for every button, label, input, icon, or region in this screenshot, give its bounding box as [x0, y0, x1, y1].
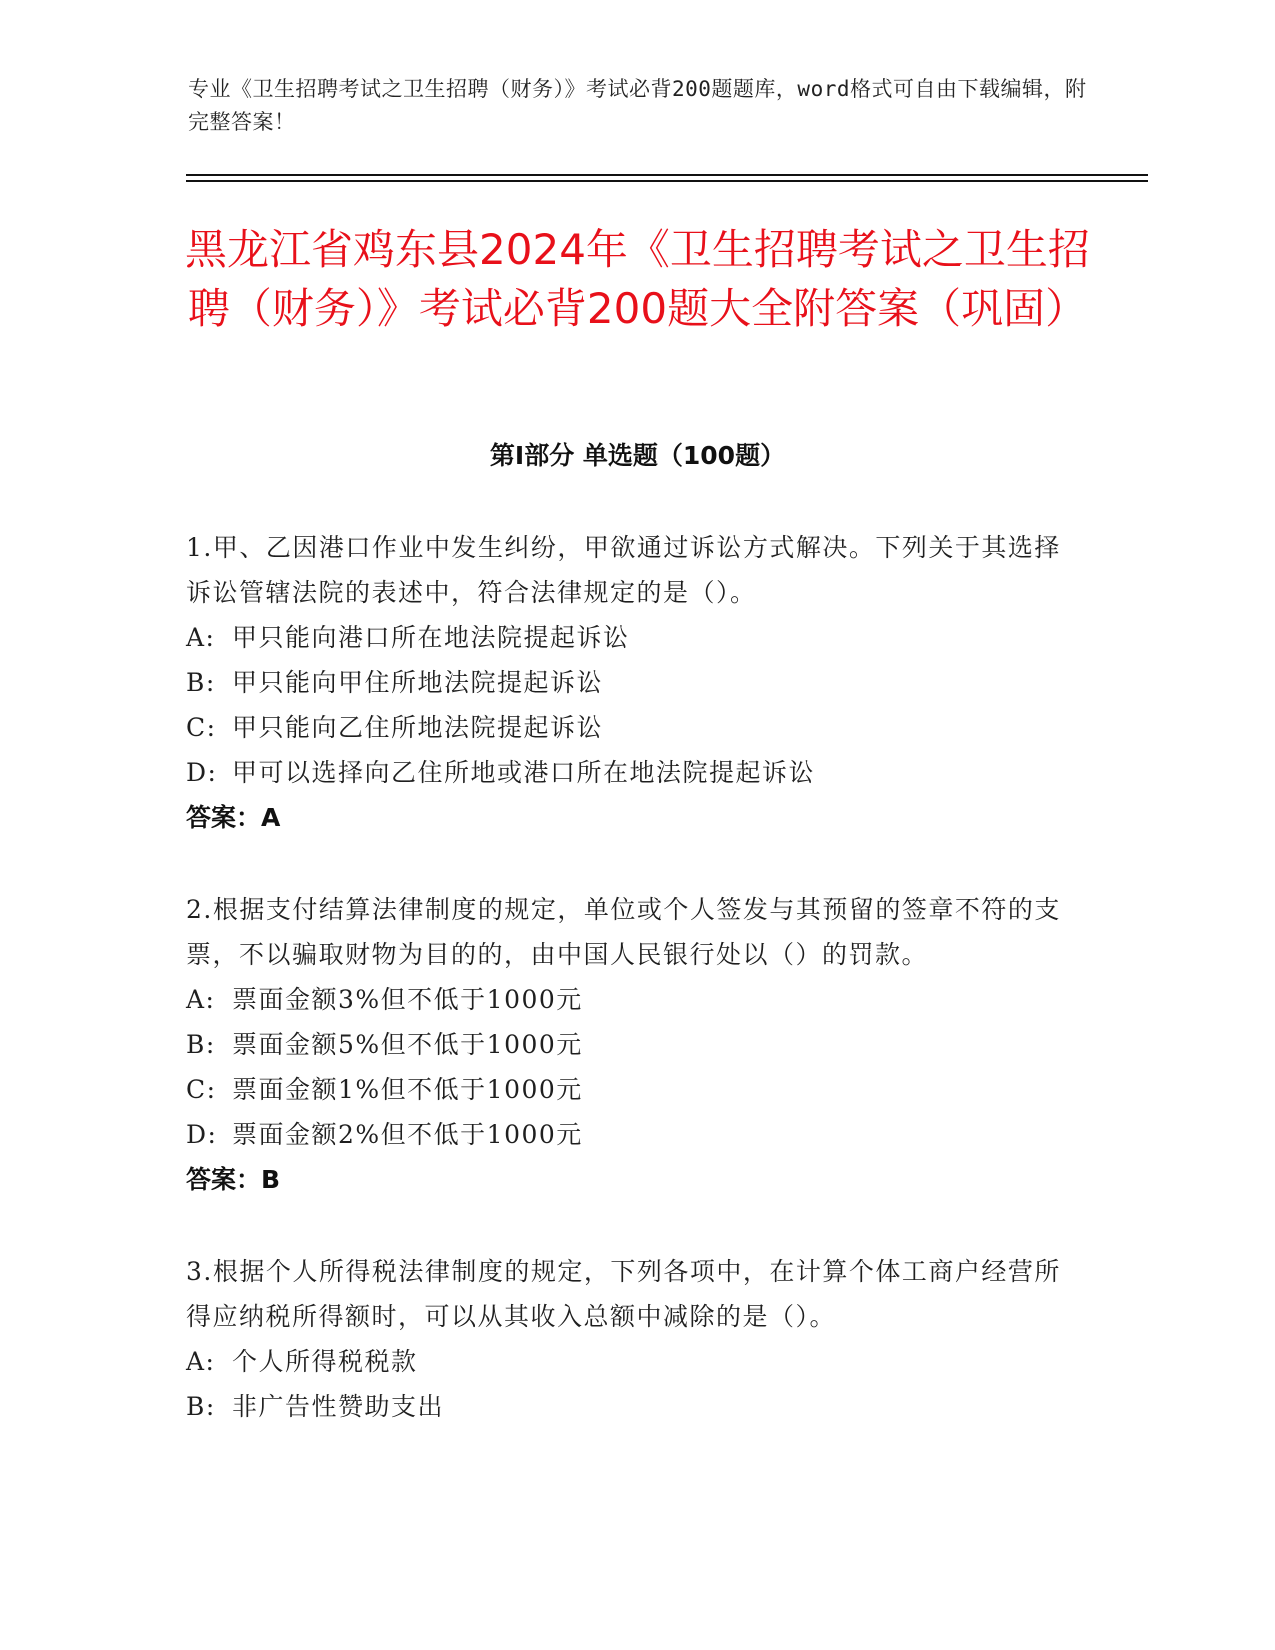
option-text: 票面金额3%但不低于1000元	[232, 985, 583, 1014]
option-letter: B:	[186, 668, 216, 697]
header-note: 专业《卫生招聘考试之卫生招聘（财务）》考试必背200题题库，word格式可自由下载编辑，附完整答案！	[188, 77, 1087, 134]
option-text: 甲只能向乙住所地法院提起诉讼	[232, 713, 604, 742]
header-divider-thin	[186, 174, 1148, 176]
option-b	[186, 1022, 1066, 1067]
option-text: 甲可以选择向乙住所地或港口所在地法院提起诉讼	[232, 758, 816, 787]
question-list	[186, 525, 1066, 1476]
option-letter: C:	[186, 713, 217, 742]
section-title: 第Ⅰ部分 单选题（100题）	[489, 441, 786, 470]
option-c	[186, 705, 1066, 750]
option-d	[186, 1112, 1066, 1157]
option-d	[186, 750, 1066, 795]
document-title: 黑龙江省鸡东县2024年《卫生招聘考试之卫生招聘（财务）》考试必背200题大全附答案（巩固）	[185, 225, 1090, 333]
option-letter: B:	[186, 1392, 216, 1421]
question-stem: 3.根据个人所得税法律制度的规定，下列各项中，在计算个体工商户经营所得应纳税所得额时，可以从其收入总额中减除的是（）。	[186, 1257, 1061, 1331]
question-stem: 2.根据支付结算法律制度的规定，单位或个人签发与其预留的签章不符的支票，不以骗取财物为目的的，由中国人民银行处以（）的罚款。	[186, 895, 1061, 969]
option-b	[186, 660, 1066, 705]
option-letter: C:	[186, 1075, 217, 1104]
option-letter: B:	[186, 1030, 216, 1059]
question-3	[186, 1249, 1066, 1429]
option-text: 个人所得税税款	[232, 1347, 418, 1376]
option-text: 非广告性赞助支出	[232, 1392, 445, 1421]
option-letter: D:	[186, 758, 218, 787]
question-2	[186, 887, 1066, 1202]
option-a	[186, 1339, 1066, 1384]
option-text: 票面金额2%但不低于1000元	[232, 1120, 583, 1149]
option-letter: D:	[186, 1120, 218, 1149]
option-text: 甲只能向港口所在地法院提起诉讼	[232, 623, 630, 652]
option-c	[186, 1067, 1066, 1112]
option-a	[186, 615, 1066, 660]
option-text: 票面金额1%但不低于1000元	[232, 1075, 583, 1104]
option-text: 甲只能向甲住所地法院提起诉讼	[232, 668, 604, 697]
answer-line: 答案：A	[186, 803, 281, 832]
header-divider-thick	[186, 180, 1148, 182]
option-letter: A:	[186, 623, 216, 652]
option-a	[186, 977, 1066, 1022]
option-text: 票面金额5%但不低于1000元	[232, 1030, 583, 1059]
option-letter: A:	[186, 1347, 216, 1376]
option-b	[186, 1384, 1066, 1429]
option-letter: A:	[186, 985, 216, 1014]
answer-line: 答案：B	[186, 1165, 281, 1194]
question-stem: 1.甲、乙因港口作业中发生纠纷，甲欲通过诉讼方式解决。下列关于其选择诉讼管辖法院的表述中，符合法律规定的是（）。	[186, 533, 1061, 607]
question-1	[186, 525, 1066, 840]
